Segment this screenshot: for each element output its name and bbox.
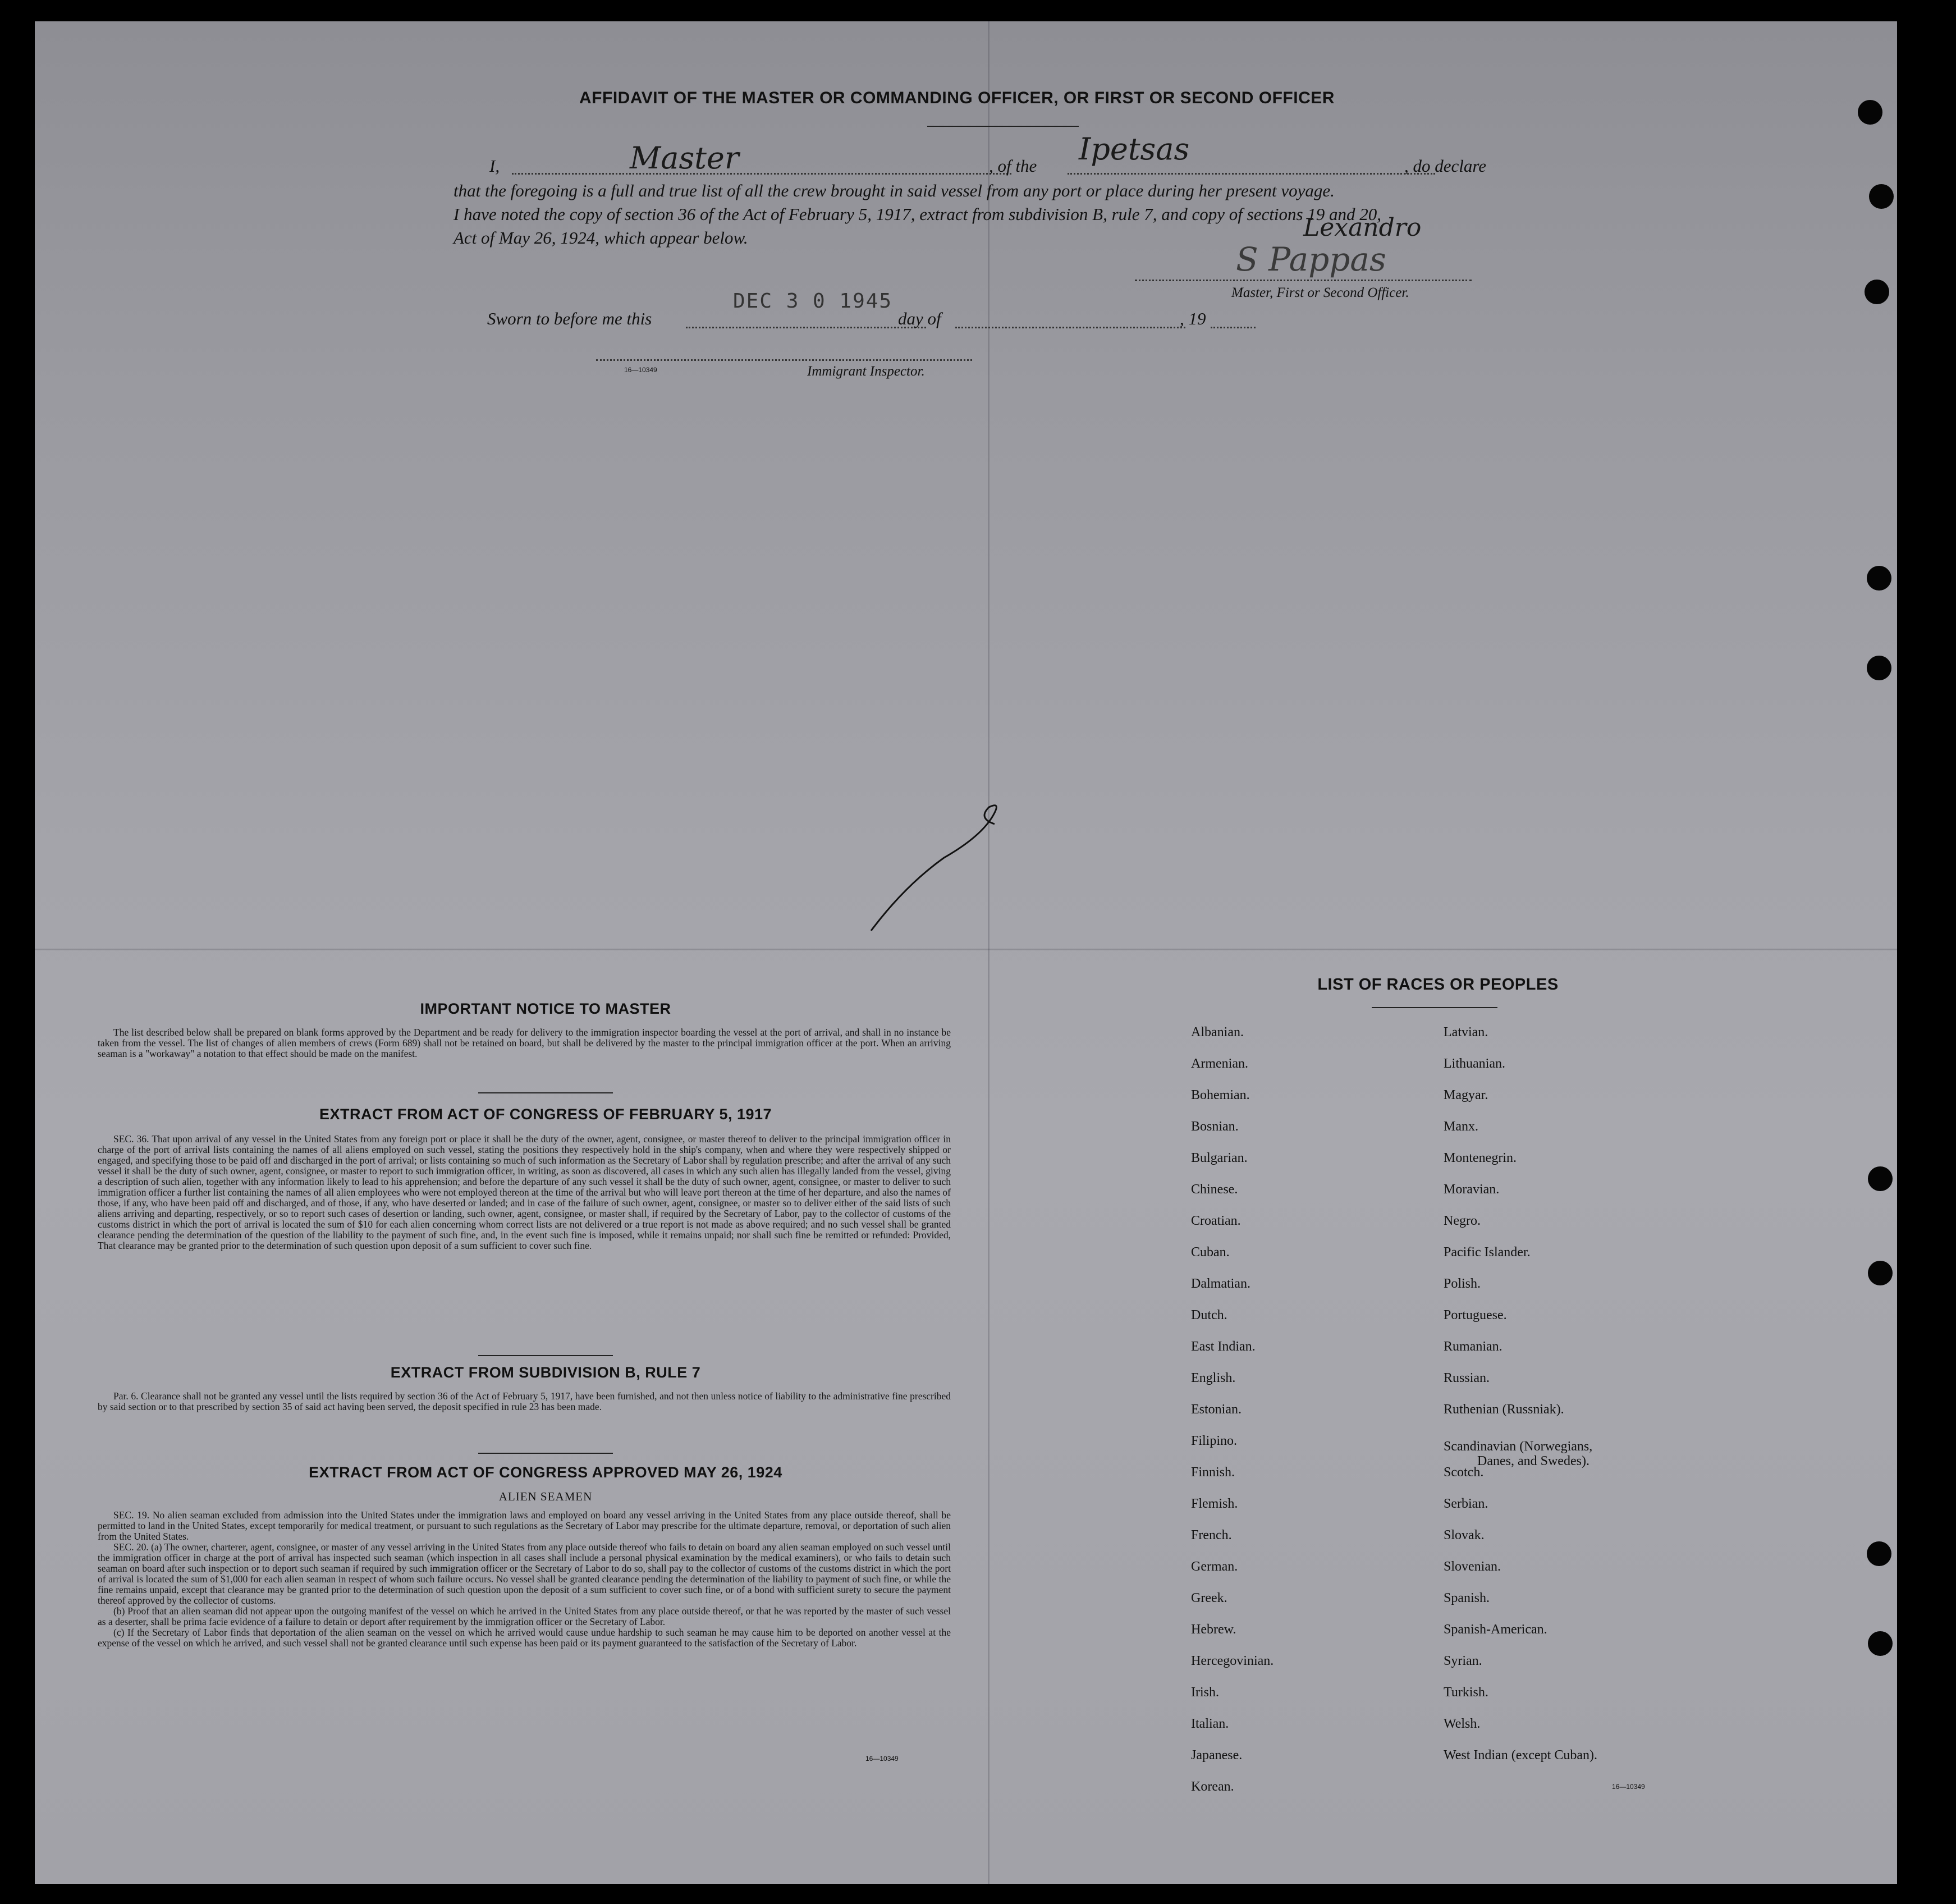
sec20a-text: SEC. 20. (a) The owner, charterer, agent, consignee, or master of any vessel arriving in the United States from any place outside thereof who fails to detain on board any alien seaman employed on such vessel until the immigration officer in charge at the port of arrival has inspected such seaman (which inspection in all cases shall include a personal physical examination by the medical examiners), or who fails to detain such seaman on board after such inspection or to deport such seaman if required by such immigration officer or the Secretary of Labor to do so, shall pay to the collector of customs of the customs district in which the port of arrival is located the sum of $1,000 for each alien seaman in respect of whom such failure occurs. No vessel shall be granted clearance pending the determination of the liability to payment of such fine, or while the fine remains unpaid, except that clearance may be granted prior to the determination of such question upon the deposit of a sum sufficient to cover such fine, or of a bond with sufficient surety to secure the payment thereof approved by the collector of customs. (98, 1541, 951, 1606)
race-item: Flemish. (1191, 1496, 1238, 1511)
notice-text: The list described below shall be prepared on blank forms approved by the Department and be ready for delivery to the immigration inspector boarding the vessel at the port of arrival, and shall in no instance be taken from the vessel. The list of changes of alien members of crews (Form 689) shall not be retained on board, but shall be delivered by the master to the principal immigration officer at the port. When an arriving seaman is a "workaway" a notation to that effect should be made on the manifest. (98, 1027, 951, 1059)
race-item: Rumanian. (1444, 1339, 1502, 1354)
races-title: LIST OF RACES OR PEOPLES (1317, 976, 1559, 994)
sec20c-text: (c) If the Secretary of Labor finds that deportation of the alien seaman on the vessel on which he arrived would cause undue hardship to such seaman he may cause him to be deported on another vessel at the expense of the vessel on which he arrived, and such vessel shall not be granted clearance until such expense has been paid or its payment guaranteed to the satisfaction of the Secretary of Labor. (98, 1627, 951, 1649)
extract-form-code: 16—10349 (865, 1755, 899, 1763)
race-item: Cuban. (1191, 1245, 1230, 1260)
section-rule (478, 1092, 613, 1093)
affidavit-of-the: , of the (989, 156, 1037, 176)
sworn-year: , 19 (1180, 309, 1206, 328)
race-item: Polish. (1444, 1276, 1481, 1291)
race-item: Lithuanian. (1444, 1056, 1505, 1071)
race-item: Dutch. (1191, 1308, 1227, 1322)
race-item: Welsh. (1444, 1717, 1481, 1731)
name-blank (512, 173, 1011, 175)
race-item: Syrian. (1444, 1654, 1482, 1668)
affidavit-line-3: I have noted the copy of section 36 of the Act of February 5, 1917, extract from subdivision B, rule 7, and copy of sections 19 and 20, (454, 204, 1382, 224)
race-item: Korean. (1191, 1779, 1234, 1794)
punch-hole (1868, 1261, 1893, 1285)
affidavit-i: I, (489, 156, 500, 176)
extract-rule7-text: Par. 6. Clearance shall not be granted any vessel until the lists required by section 36 of the Act of February 5, 1917, have been furnished, and not then unless notice of liability to the administrative fine prescribed by said section or to that prescribed by section 35 of said act having been served, the deposit specified in rule 23 has been made. (98, 1390, 951, 1412)
race-item: Greek. (1191, 1591, 1227, 1605)
section-rule (478, 1355, 613, 1356)
race-item: West Indian (except Cuban). (1444, 1748, 1597, 1763)
race-item: Pacific Islander. (1444, 1245, 1531, 1260)
inspector-label: Immigrant Inspector. (807, 364, 925, 379)
race-item: Serbian. (1444, 1496, 1488, 1511)
race-item: Bosnian. (1191, 1119, 1239, 1134)
document-page (35, 21, 1897, 1884)
sworn-year-blank (1211, 327, 1256, 328)
fold-crease-horizontal (35, 949, 1897, 950)
race-item: Italian. (1191, 1717, 1229, 1731)
affidavit-title: AFFIDAVIT OF THE MASTER OR COMMANDING OFFICER, OR FIRST OR SECOND OFFICER (579, 89, 1335, 107)
races-form-code: 16—10349 (1612, 1783, 1645, 1791)
notice-title: IMPORTANT NOTICE TO MASTER (420, 1000, 671, 1017)
extract-rule7-title: EXTRACT FROM SUBDIVISION B, RULE 7 (390, 1364, 701, 1381)
race-item: Scandinavian (Norwegians, (1444, 1439, 1593, 1454)
race-item: Montenegrin. (1444, 1151, 1517, 1165)
punch-hole (1858, 100, 1882, 125)
punch-hole (1867, 1541, 1891, 1566)
title-rule (927, 126, 1079, 127)
punch-hole (1869, 184, 1894, 209)
race-item: Portuguese. (1444, 1308, 1507, 1322)
punch-hole (1865, 280, 1889, 304)
race-item: Bohemian. (1191, 1088, 1250, 1102)
race-item: Croatian. (1191, 1214, 1241, 1228)
race-item: Russian. (1444, 1371, 1490, 1385)
punch-hole (1867, 656, 1891, 680)
sec20b-text: (b) Proof that an alien seaman did not appear upon the outgoing manifest of the vessel on which he arrived in the United States from any place outside thereof, or that he was reported by the master of such vessel as a deserter, shall be prima facie evidence of a failure to detain or deport after requirement by the immigration officer or the Secretary of Labor. (98, 1605, 951, 1627)
handwritten-vessel: Ipetsas (1079, 131, 1190, 167)
race-item: Dalmatian. (1191, 1276, 1250, 1291)
race-item: Ruthenian (Russniak). (1444, 1402, 1564, 1417)
race-item: Negro. (1444, 1214, 1481, 1228)
race-item: Irish. (1191, 1685, 1219, 1700)
race-item: Spanish-American. (1444, 1622, 1547, 1637)
notice-body (98, 1027, 951, 1059)
signature-lower: S Pappas (1236, 240, 1386, 278)
extract-1917-title: EXTRACT FROM ACT OF CONGRESS OF FEBRUARY 5, 1917 (319, 1106, 772, 1123)
extract-1924-body (98, 1510, 951, 1649)
sec19-text: SEC. 19. No alien seaman excluded from admission into the United States under the immigration laws and employed on board any vessel arriving in the United States from any place outside thereof, shall be permitted to land in the United States, except temporarily for medical treatment, or pursuant to such regulations as the Secretary of Labor may prescribe for the ultimate departure, removal, or deportation of such alien from the United States. (98, 1509, 951, 1542)
sec20a-paragraph (98, 1542, 951, 1606)
race-item: Magyar. (1444, 1088, 1488, 1102)
race-item: Manx. (1444, 1119, 1478, 1134)
race-item: Slovak. (1444, 1528, 1485, 1543)
race-item: Armenian. (1191, 1056, 1248, 1071)
race-item: Albanian. (1191, 1025, 1244, 1040)
extract-1924-subtitle: ALIEN SEAMEN (498, 1490, 593, 1503)
pen-stroke-mark (865, 802, 1045, 936)
extract-1917-body (98, 1134, 951, 1251)
affidavit-declare: , do declare (1404, 156, 1487, 176)
signature-blank (1135, 280, 1472, 281)
sworn-day-of: day of (898, 309, 941, 328)
race-item: Slovenian. (1444, 1559, 1501, 1574)
vessel-blank (1068, 173, 1435, 175)
sec20b-paragraph (98, 1606, 951, 1627)
form-code: 16—10349 (624, 366, 657, 374)
officer-label: Master, First or Second Officer. (1231, 285, 1409, 300)
punch-hole (1867, 566, 1891, 591)
sworn-date-blank (686, 327, 926, 328)
race-item: East Indian. (1191, 1339, 1256, 1354)
fold-crease-vertical (988, 21, 990, 1884)
race-item: Moravian. (1444, 1182, 1500, 1197)
race-item: Chinese. (1191, 1182, 1238, 1197)
race-item: Turkish. (1444, 1685, 1488, 1700)
extract-1924-title: EXTRACT FROM ACT OF CONGRESS APPROVED MAY 26, 1924 (309, 1464, 782, 1481)
race-item: Japanese. (1191, 1748, 1243, 1763)
affidavit-line-2: that the foregoing is a full and true list of all the crew brought in said vessel from any port or place during her present voyage. (454, 181, 1335, 200)
race-item: Hebrew. (1191, 1622, 1236, 1637)
race-item: Scotch. (1444, 1465, 1484, 1480)
date-stamp: DEC 3 0 1945 (733, 290, 893, 313)
races-rule (1372, 1007, 1497, 1008)
sec20c-paragraph (98, 1627, 951, 1649)
handwritten-name: Master (630, 140, 739, 176)
race-item: English. (1191, 1371, 1236, 1385)
sec19-paragraph (98, 1510, 951, 1542)
affidavit-line-4: Act of May 26, 1924, which appear below. (454, 228, 748, 248)
punch-hole (1868, 1166, 1893, 1191)
inspector-blank (596, 359, 972, 361)
sworn-month-blank (955, 327, 1185, 328)
race-item: Danes, and Swedes). (1477, 1454, 1589, 1468)
race-item: Finnish. (1191, 1465, 1235, 1480)
race-item: Estonian. (1191, 1402, 1242, 1417)
race-item: Hercegovinian. (1191, 1654, 1274, 1668)
punch-hole (1868, 1631, 1893, 1656)
section-rule (478, 1453, 613, 1454)
race-item: German. (1191, 1559, 1238, 1574)
extract-rule7-body (98, 1391, 951, 1412)
signature-upper: Lexandro (1303, 213, 1422, 242)
sworn-prefix: Sworn to before me this (487, 309, 652, 328)
race-item: Filipino. (1191, 1434, 1238, 1448)
race-item: Bulgarian. (1191, 1151, 1248, 1165)
race-item: Latvian. (1444, 1025, 1488, 1040)
extract-1917-text: SEC. 36. That upon arrival of any vessel in the United States from any foreign port or place it shall be the duty of the owner, agent, consignee, or master thereof to deliver to the principal immigration officer in charge of the port of arrival lists containing the names of all aliens employed on such vessel, stating the positions they respectively hold in the ship's company, when and where they were respectively shipped or engaged, and specifying those to be paid off and discharged in the port of arrival; or lists containing so much of such information as the Secretary of Labor shall by regulation prescribe; and after the arrival of any such vessel it shall be the duty of such owner, agent, consignee, or master to report to such immigration officer, in writing, as soon as discovered, all cases in which any such alien has illegally landed from the vessel, giving a description of such alien, together with any information likely to lead to his apprehension; and before the departure of any such vessel it shall be the duty of such owner, agent, consignee, or master to deliver to such immigration officer a further list containing the names of all alien employees who were not employed thereon at the time of the arrival but who will leave port thereon at the time of her departure, and also the names of those, if any, who have been paid off and discharged, and of those, if any, who have deserted or landed; and in case of the failure of such owner, agent, consignee, or master so to deliver either of the said lists of such aliens arriving and departing, respectively, or so to report such cases of desertion or landing, such owner, agent, consignee, or master shall, if required by the Secretary of Labor, pay to the collector of customs of the customs district in which the port of arrival is located the sum of $10 for each alien concerning whom correct lists are not delivered or a true report is not made as above required; and no such vessel shall be granted clearance pending the determination of the question of the liability to the payment of such fine, and, in the event such fine is imposed, while it remains unpaid; nor shall such fine be remitted or refunded: Provided, That clearance may be granted prior to the determination of such question upon deposit of a sum sufficient to cover such fine. (98, 1133, 951, 1251)
race-item: Spanish. (1444, 1591, 1490, 1605)
race-item: French. (1191, 1528, 1232, 1543)
